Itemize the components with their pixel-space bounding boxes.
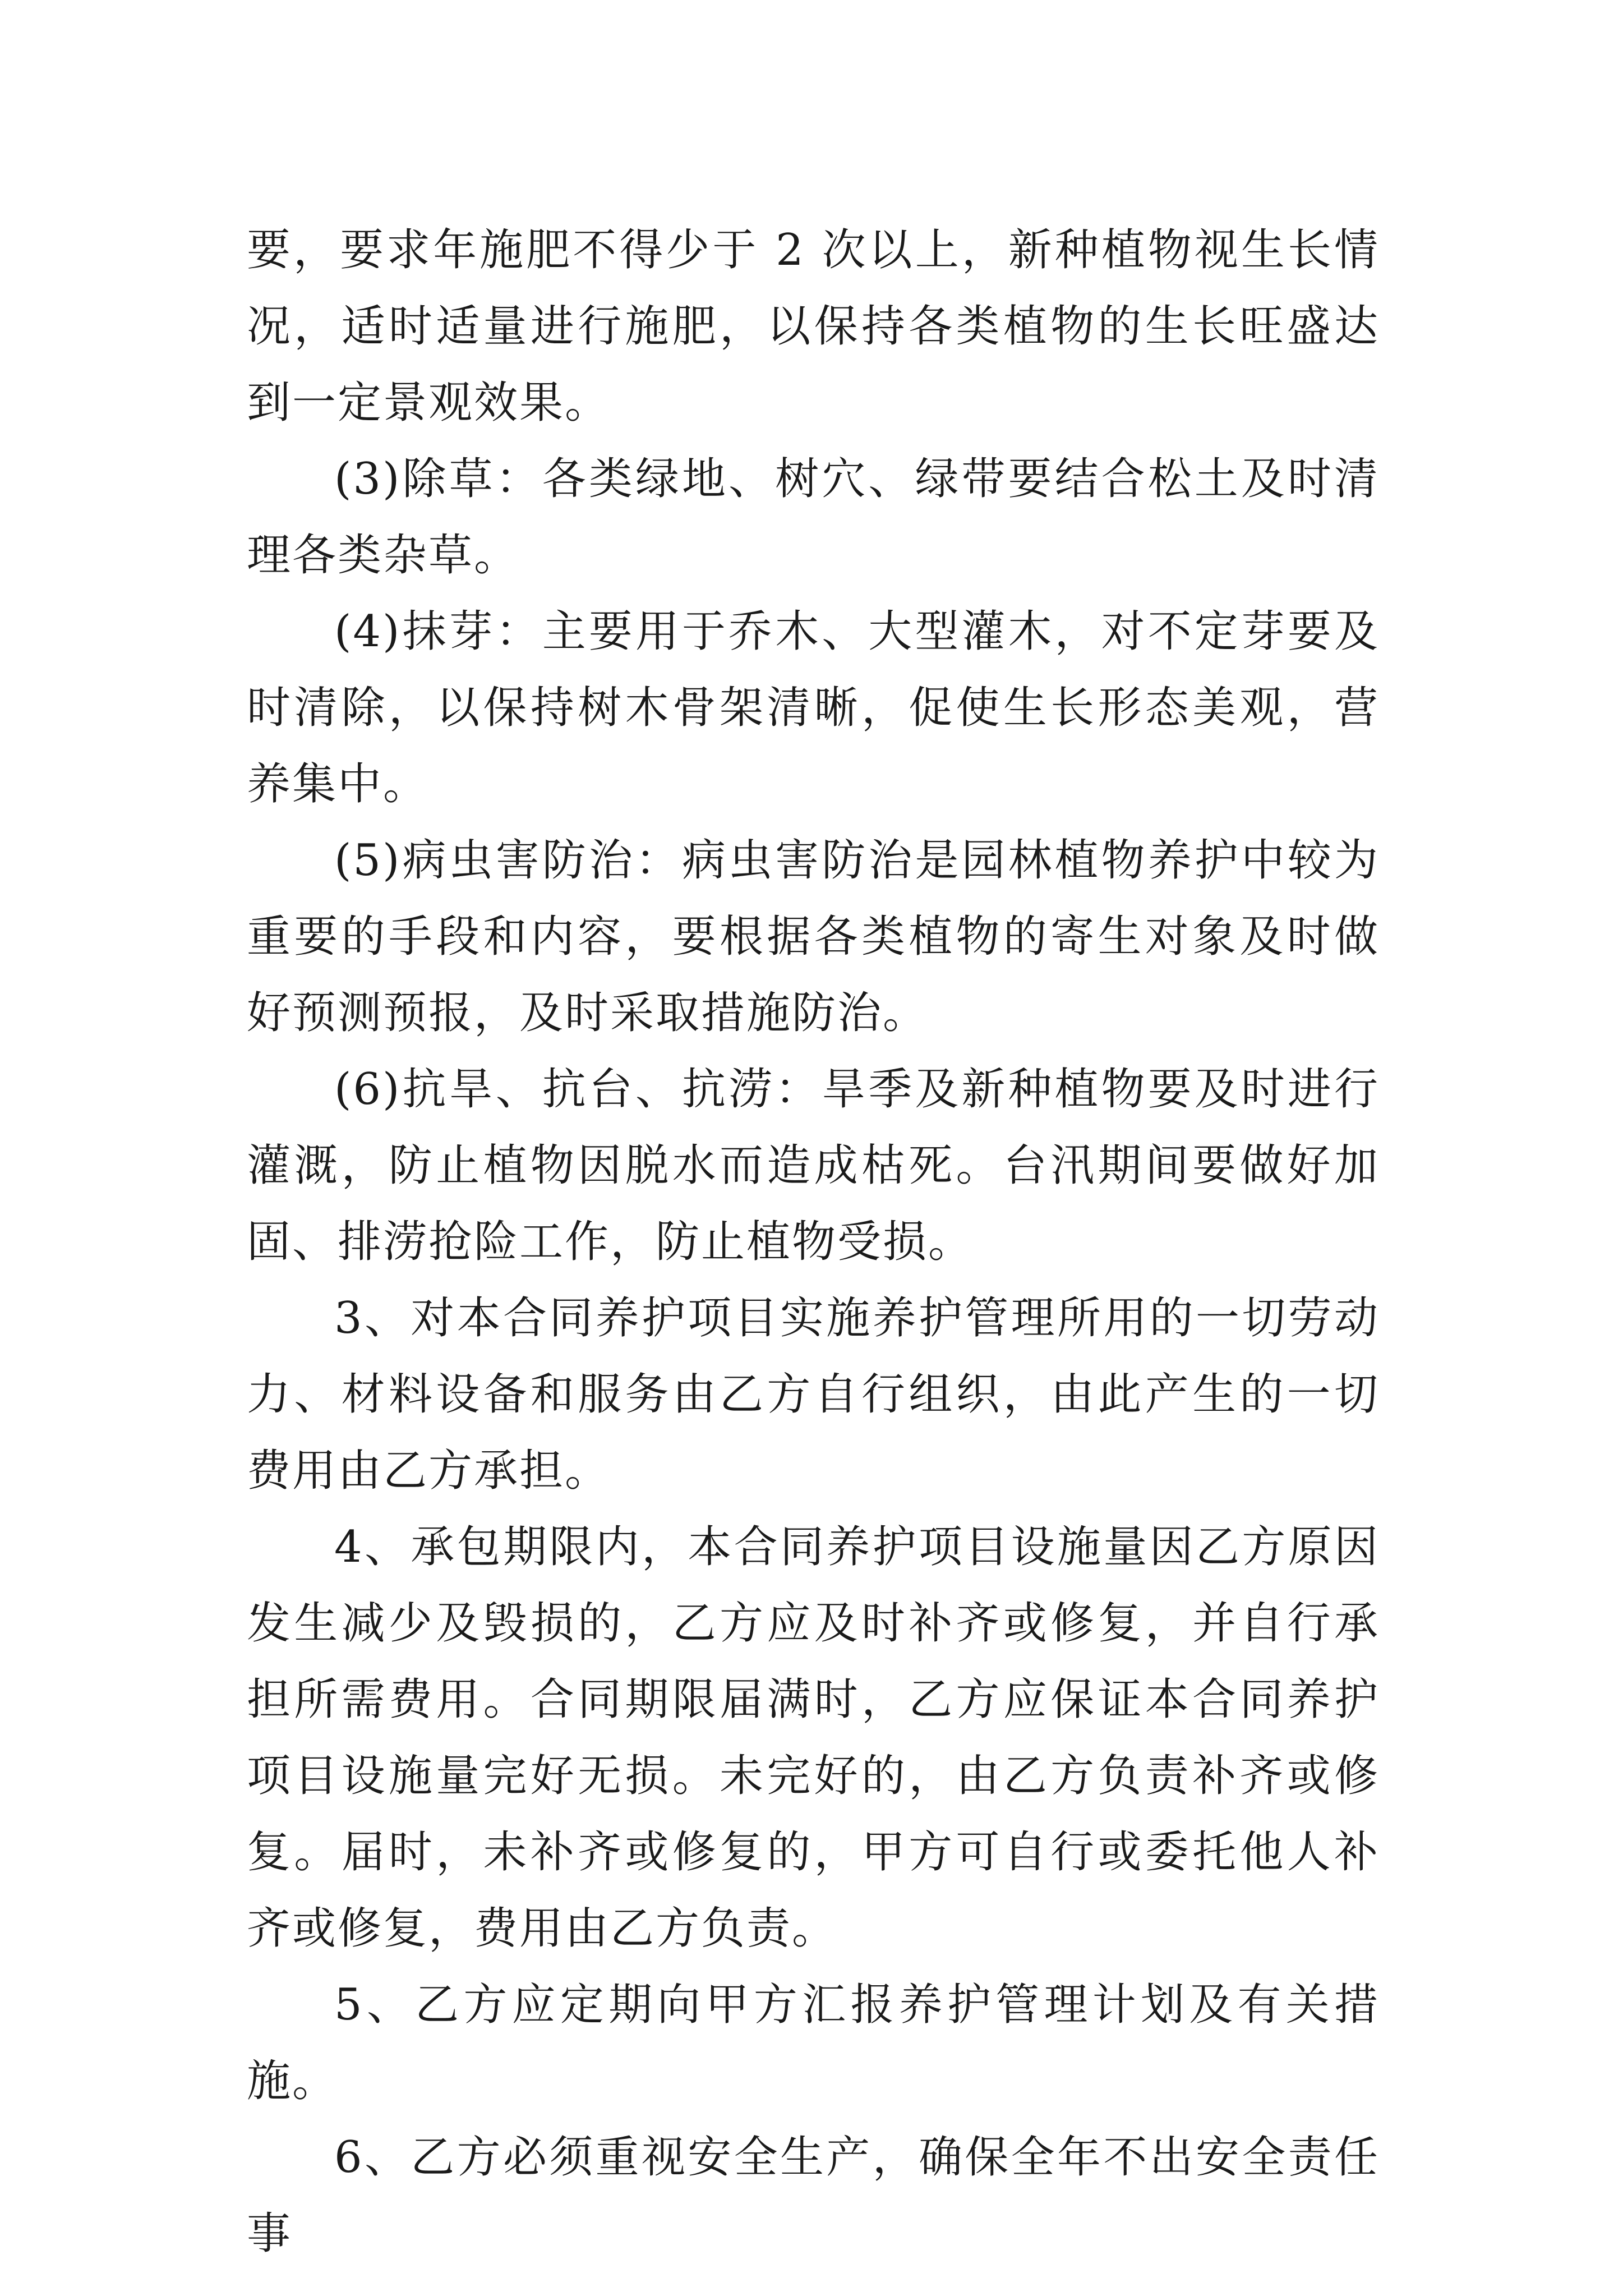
paragraph-weeding: (3)除草：各类绿地、树穴、绿带要结合松土及时清理各类杂草。 — [247, 454, 1380, 581]
paragraph-clause-3: 3、对本合同养护项目实施养护管理所用的一切劳动力、材料设备和服务由乙方自行组织，由此产生的一切费用由乙方承担。 — [247, 1293, 1380, 1496]
paragraph-clause-6: 6、乙方必须重视安全生产，确保全年不出安全责任事 — [247, 2132, 1380, 2259]
document-body — [247, 212, 1380, 2272]
paragraph-pest-control: (5)病虫害防治：病虫害防治是园林植物养护中较为重要的手段和内容，要根据各类植物的寄生对象及时做好预测预报，及时采取措施防治。 — [247, 835, 1380, 1038]
paragraph-bud-removal: (4)抹芽：主要用于乔木、大型灌木，对不定芽要及时清除，以保持树木骨架清晰，促使生长形态美观，营养集中。 — [247, 606, 1380, 809]
paragraph-clause-5: 5、乙方应定期向甲方汇报养护管理计划及有关措施。 — [247, 1980, 1380, 2106]
paragraph-clause-4: 4、承包期限内，本合同养护项目设施量因乙方原因发生减少及毁损的，乙方应及时补齐或修复，并自行承担所需费用。合同期限届满时，乙方应保证本合同养护项目设施量完好无损。未完好的，由乙方负责补齐或修复。届时，未补齐或修复的，甲方可自行或委托他人补齐或修复，费用由乙方负责。 — [247, 1522, 1380, 1954]
paragraph-fertilizing-continued: 要，要求年施肥不得少于 2 次以上，新种植物视生长情况，适时适量进行施肥，以保持各类植物的生长旺盛达到一定景观效果。 — [247, 225, 1380, 428]
paragraph-drought-typhoon-flood: (6)抗旱、抗台、抗涝：旱季及新种植物要及时进行灌溉，防止植物因脱水而造成枯死。台汛期间要做好加固、排涝抢险工作，防止植物受损。 — [247, 1064, 1380, 1267]
